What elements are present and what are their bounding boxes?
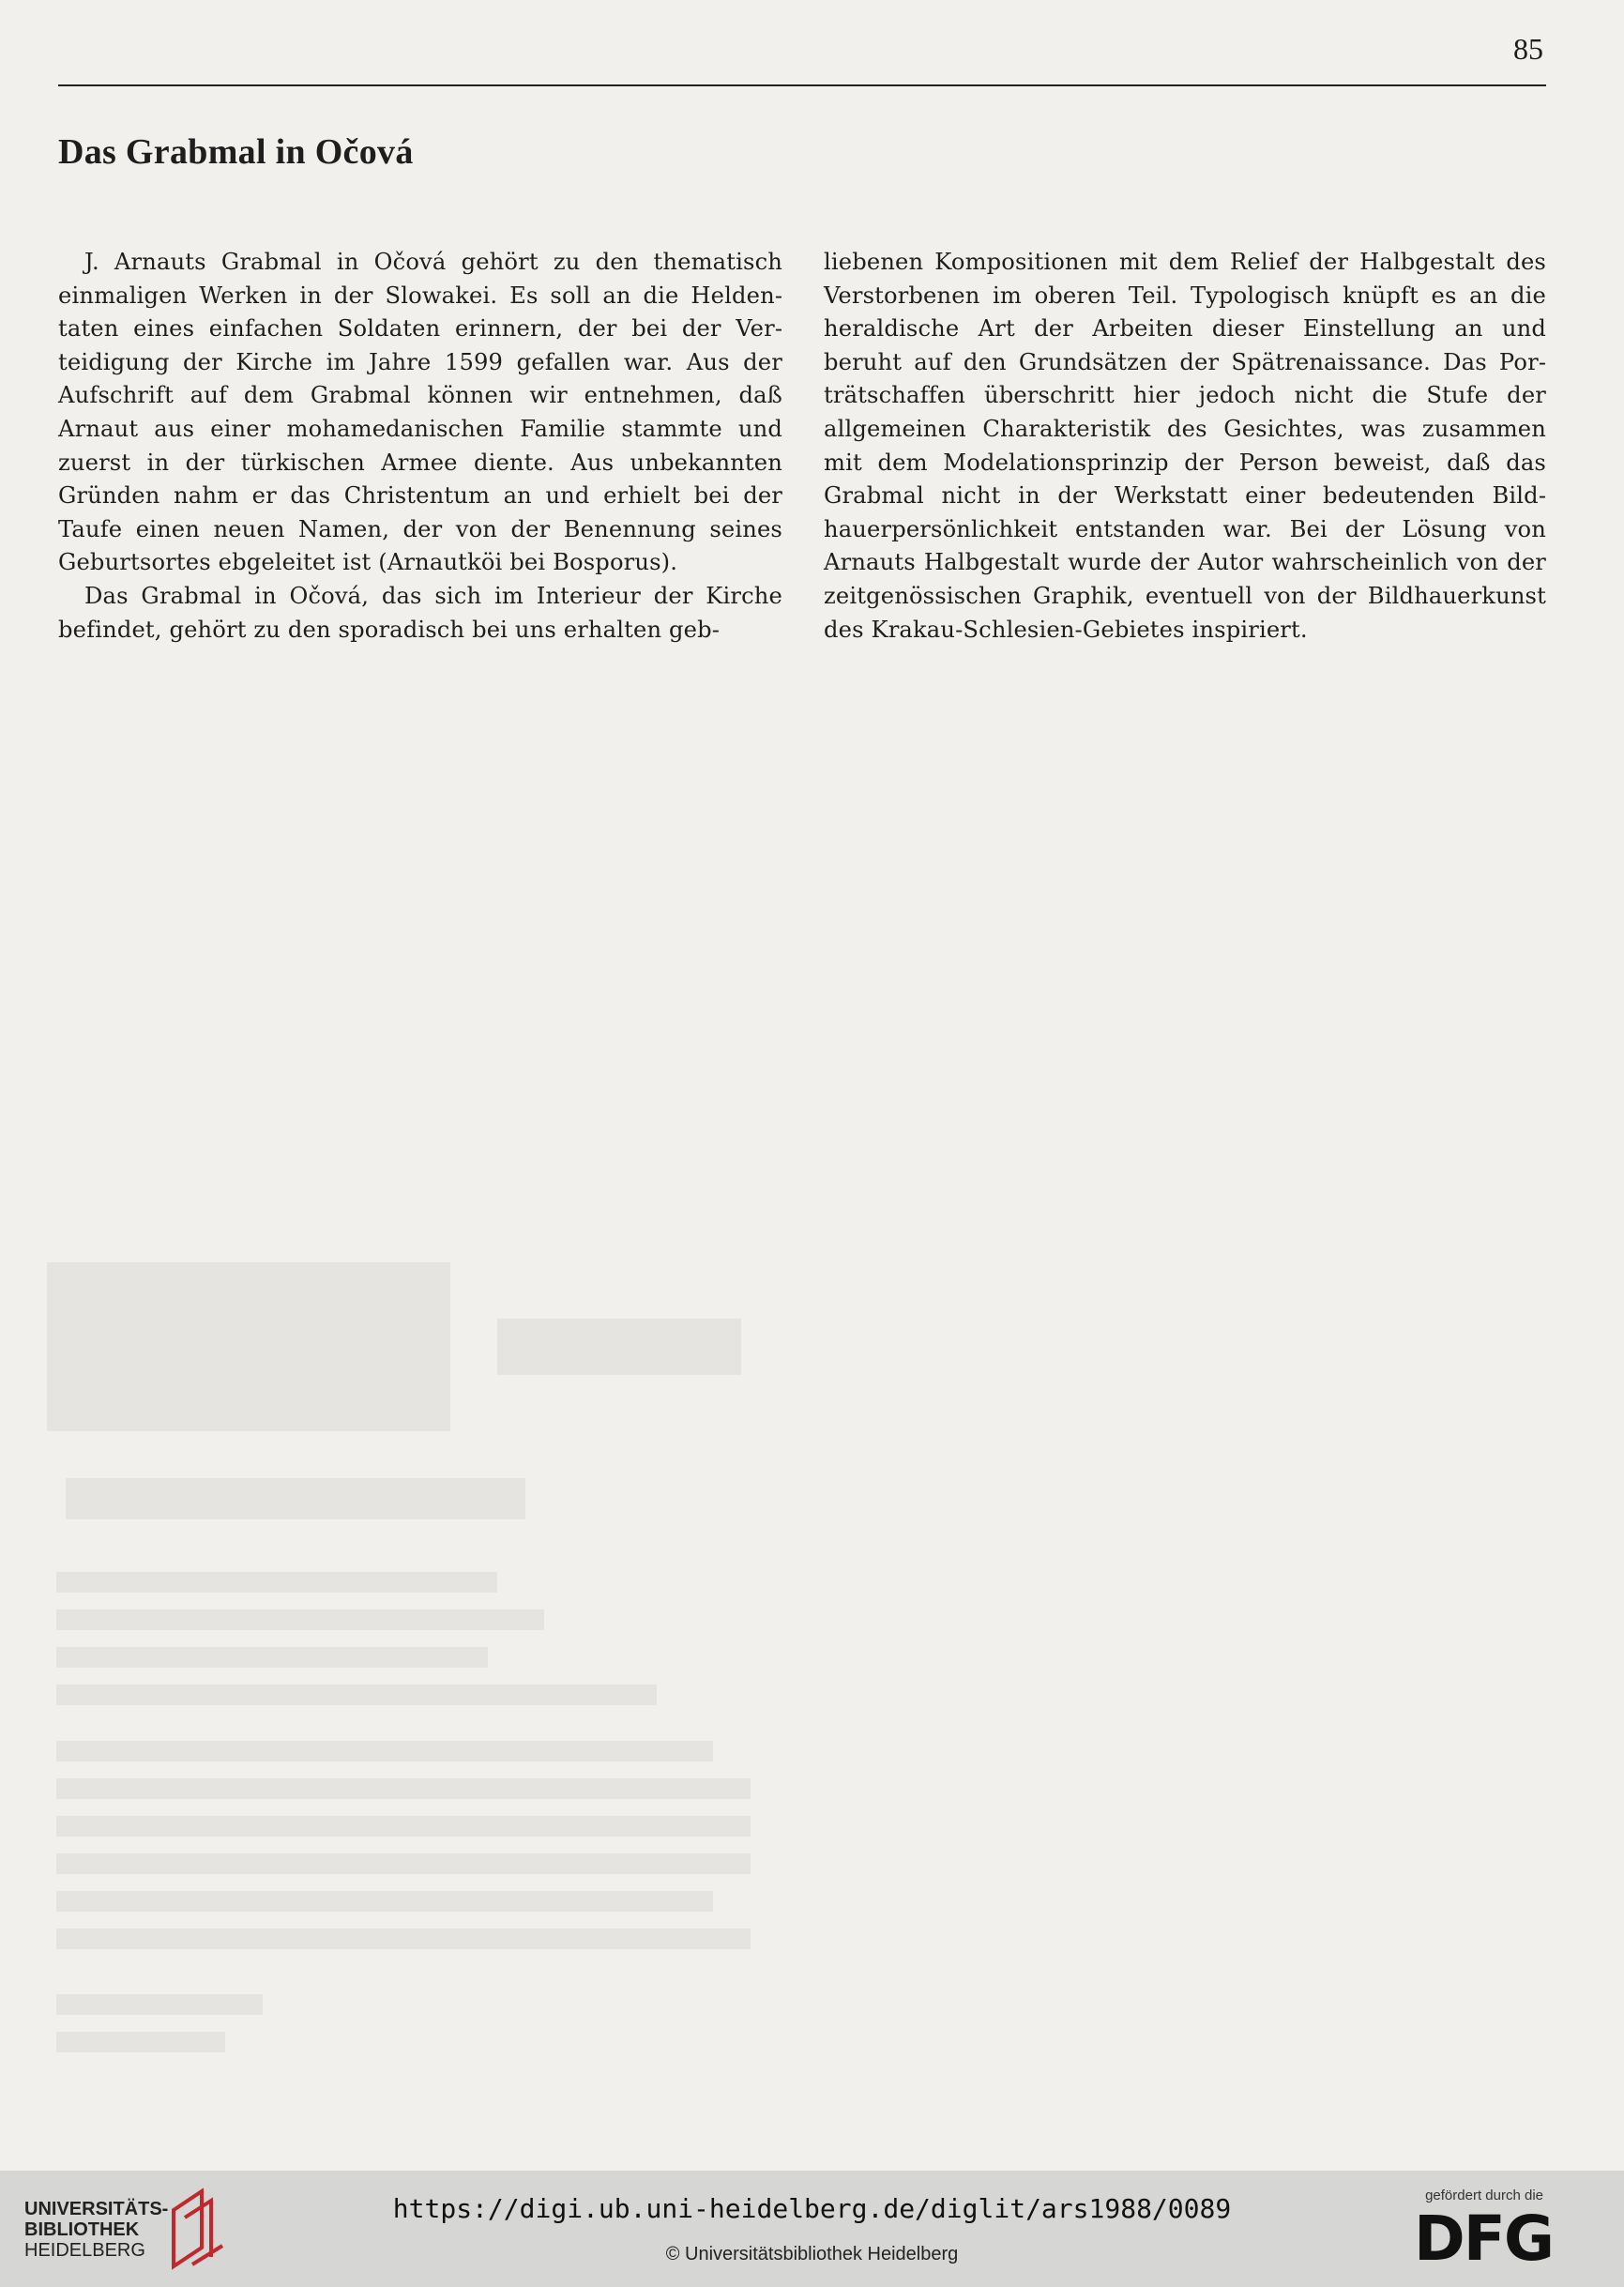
library-name-line2: BIBLIOTHEK (24, 2219, 140, 2240)
paragraph: liebenen Kompositionen mit dem Relief der Halbgestalt des Verstorbenen im oberen Teil. Typologisch knüpft es an die heraldische Art der Arbeiten dieser Einstellung an und beruht auf den Grundsätzen der Spätrenaissance. Das Porträtschaffen überschritt hier jedoch nicht die Stufe der allgemeinen Charakteristik des Gesichtes, was zusammen mit dem Modelationsprinzip der Person beweist, daß das Grabmal nicht in der Werkstatt einer bedeutenden Bildhauerpersönlichkeit entstanden war. Bei der Lösung von Arnauts Halbgestalt wurde der Autor wahrscheinlich von der zeitgenössischen Graphik, eventuell von der Bildhauerkunst des Krakau-Schlesien-Gebietes inspiriert. (824, 249, 1546, 643)
header-rule (58, 84, 1546, 86)
right-column (824, 246, 1546, 647)
article-title: Das Grabmal in Očová (58, 132, 414, 172)
bleed-through-shadow (47, 1262, 760, 2088)
dfg-logo[interactable]: DFG (1413, 2203, 1553, 2275)
funding-caption: gefördert durch die (1425, 2188, 1543, 2203)
left-column (58, 246, 782, 647)
paragraph: J. Arnauts Grabmal in Očová gehört zu den thematisch einmaligen Werken in der Slowakei. Es soll an die Heldentaten eines einfachen Soldaten erinnern, der bei der Verteidigung der Kirche im Jahre 1599 gefallen war. Aus der Aufschrift auf dem Grabmal können wir entnehmen, daß Arnaut aus einer mohamedanischen Familie stammte und zuerst in der türkischen Armee diente. Aus unbekannten Gründen nahm er das Christentum an und erhielt bei der Taufe einen neuen Namen, der von der Benennung seines Geburtsortes ebgeleitet ist (Arnautköi bei Bosporus). (58, 249, 782, 576)
footer-bar (0, 2171, 1624, 2287)
document-url[interactable]: https://digi.ub.uni-heidelberg.de/diglit/ars1988/0089 (392, 2193, 1232, 2224)
paragraph: Das Grabmal in Očová, das sich im Interieur der Kirche befindet, gehört zu den sporadisch bei uns erhalten geb- (58, 582, 782, 643)
library-name-line1: UNIVERSITÄTS- (24, 2199, 169, 2219)
library-name-line3: HEIDELBERG (24, 2240, 145, 2261)
copyright-notice: © Universitätsbibliothek Heidelberg (665, 2244, 959, 2264)
page-number: 85 (1513, 32, 1543, 66)
